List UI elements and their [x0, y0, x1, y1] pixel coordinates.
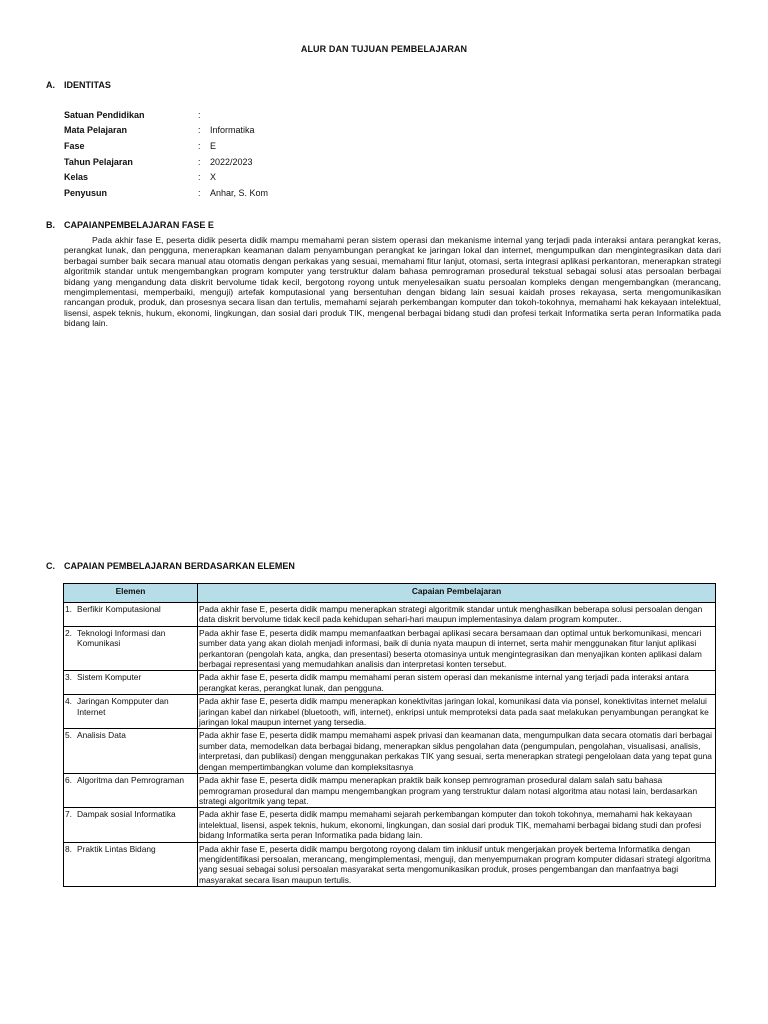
column-header-elemen: Elemen [64, 584, 198, 603]
elemen-name: Teknologi Informasi dan Komunikasi [77, 627, 166, 649]
section-c-title: CAPAIAN PEMBELAJARAN BERDASARKAN ELEMEN [64, 561, 295, 571]
table-row [64, 808, 716, 842]
identity-colon: : [198, 110, 201, 120]
table-row [64, 626, 716, 671]
capaian-cell: Pada akhir fase E, peserta didik mampu memahami sejarah perkembangan komputer dan tokoh tokohnya, memahami hak kekayaan intelektual, lisensi, aspek teknis, hukum, ekonomi, lingkungan, dan sosial dari produk TIK, memahami berbagai bidang studi dan profesi bidang Informatika serta peran Informatika pada bidang lain. [198, 808, 716, 842]
capaian-cell: Pada akhir fase E, peserta didik mampu memahami aspek privasi dan keamanan data, mengumpulkan data secara otomatis dari berbagai sumber data, memodelkan data berbagai bidang, menerapkan siklus pengolahan data (pengumpulan, pengolahan, visualisasi, analisis, interpretasi, dan publikasi) dengan menggunakan perkakas TIK yang sesuai, serta menerapkan strategi pengelolaan data yang tepat guna dengan mempertimbangkan volume dan kompleksitasnya [198, 729, 716, 774]
elemen-cell [64, 808, 198, 842]
elemen-cell [64, 729, 198, 774]
section-c-heading [46, 561, 446, 573]
elemen-cell [64, 671, 198, 695]
column-header-capaian: Capaian Pembelajaran [198, 584, 716, 603]
identity-colon: : [198, 188, 201, 198]
section-a-heading [46, 80, 346, 92]
identity-label: Fase [64, 141, 85, 151]
row-number: 1. [65, 604, 72, 614]
identity-value: 2022/2023 [210, 157, 253, 167]
identity-label: Penyusun [64, 188, 108, 198]
row-number: 7. [65, 809, 72, 820]
elemen-name: Praktik Lintas Bidang [77, 843, 156, 854]
row-number: 5. [65, 730, 72, 741]
table-row [64, 729, 716, 774]
identity-row-fase [64, 141, 464, 153]
table-header-row [64, 584, 716, 603]
elemen-cell [64, 695, 198, 729]
identity-colon: : [198, 141, 201, 151]
document-title: ALUR DAN TUJUAN PEMBELAJARAN [300, 44, 468, 54]
capaian-cell: Pada akhir fase E, peserta didik mampu bergotong royong dalam tim inklusif untuk mengerjakan proyek bertema Informatika dengan mengidentifikasi persoalan, merancang, mengimplementasi, menguji, dan menyempurnakan program komputer didasari strategi algoritma yang sesuai sebagai solusi persoalan masyarakat serta mengomunikasikan produk, proses pengembangan dan manfaatnya bagi masyarakat secara lisan maupun tertulis. [198, 842, 716, 887]
identity-label: Mata Pelajaran [64, 125, 128, 135]
identity-row-mapel [64, 125, 464, 137]
section-c-letter: C. [46, 561, 55, 571]
capaian-cell: Pada akhir fase E, peserta didik mampu menerapkan praktik baik konsep pemrograman prosedural dalam salah satu bahasa pemrograman prosedural dan mampu mengembangkan program yang terstruktur dalam notasi algoritma atau notasi lain, berdasarkan strategi algoritmik yang tepat. [198, 774, 716, 808]
section-a-title: IDENTITAS [64, 80, 111, 90]
identity-row-satuan [64, 110, 464, 122]
row-number: 2. [65, 627, 72, 638]
row-number: 4. [65, 696, 72, 707]
identity-value: E [210, 141, 217, 151]
table-row [64, 671, 716, 695]
elemen-name: Analisis Data [77, 730, 126, 741]
capaian-cell: Pada akhir fase E, peserta didik mampu menerapkan konektivitas jaringan lokal, komunikasi data via ponsel, konektivitas internet melalui jaringan kabel dan nirkabel (bluetooth, wifi, internet), enkripsi untuk memproteksi data pada saat melakukan penyambungan perangkat ke jaringan lokal maupun internet yang tersedia. [198, 695, 716, 729]
section-b-title: CAPAIANPEMBELAJARAN FASE E [64, 220, 214, 230]
identity-label: Kelas [64, 172, 89, 182]
elemen-name: Berfikir Komputasional [77, 604, 161, 614]
elemen-cell [64, 774, 198, 808]
identity-row-penyusun [64, 188, 464, 200]
identity-value: Anhar, S. Kom [210, 188, 269, 198]
elemen-name: Dampak sosial Informatika [77, 809, 176, 820]
elemen-name: Jaringan Kompputer dan Internet [77, 696, 169, 717]
table-row [64, 842, 716, 887]
row-number: 3. [65, 672, 72, 683]
table-row [64, 695, 716, 729]
section-b-letter: B. [46, 220, 55, 230]
row-number: 8. [65, 843, 72, 854]
section-b-paragraph: Pada akhir fase E, peserta didik peserta didik mampu memahami peran sistem operasi dan mekanisme internal yang terjadi pada interaksi antara perangkat keras, perangkat lunak, dan pengguna, menerapkan keamanan dalam penyambungan perangkat ke jaringan lokal dan internet, mengumpulkan dan mengintegrasikan data dari berbagai sumber baik secara manual atau otomatis dengan perkakas yang sesuai, memahami fitur lanjut, otomasi, serta integrasi aplikasi perkantoran, menerapkan strategi algoritmik standar untuk mengembangkan program komputer yang terstruktur dalam bahasa pemrograman prosedural tekstual sebagai solusi atas persoalan berbagai bidang yang mengandung data diskrit bervolume tidak kecil, bergotong royong untuk menyelesaikan suatu persoalan kompleks dengan mengembangkan (merancang, mengimplementasi, memperbaiki, menguji) artefak komputasional yang bersentuhan dengan bidang lain sesuai kaidah proses rekayasa, serta mengomunikasikan rancangan produk, produk, dan prosesnya secara lisan dan tertulis, memahami sejarah perkembangan komputer dan tokoh-tokohnya, memahami hak kekayaan intelektual, lisensi, aspek teknis, hukum, ekonomi, lingkungan, dan sosial dari produk TIK, mengenal berbagai bidang studi dan profesi terkait Informatika serta peran Informatika pada bidang lain. [64, 235, 721, 329]
elemen-cell [64, 603, 198, 627]
identity-colon: : [198, 125, 201, 135]
table-row [64, 603, 716, 627]
capaian-cell: Pada akhir fase E, peserta didik mampu memahami peran sistem operasi dan mekanisme internal yang terjadi pada interaksi antara perangkat keras, perangkat lunak, dan pengguna. [198, 671, 716, 695]
identity-label: Satuan Pendidikan [64, 110, 145, 120]
identity-label: Tahun Pelajaran [64, 157, 133, 167]
capaian-table [63, 583, 716, 887]
table-row [64, 774, 716, 808]
capaian-cell: Pada akhir fase E, peserta didik mampu memanfaatkan berbagai aplikasi secara bersamaan dan optimal untuk berkomunikasi, mencari sumber data yang akan diolah menjadi informasi, baik di dunia nyata maupun di internet, serta mahir menggunakan fitur lanjut aplikasi perkantoran (pengolah kata, angka, dan presentasi) beserta otomasinya untuk mengintegrasikan dan menyajikan konten aplikasi dalam berbagai representasi yang memudahkan analisis dan interpretasi konten tersebut. [198, 626, 716, 671]
capaian-cell: Pada akhir fase E, peserta didik mampu menerapkan strategi algoritmik standar untuk menghasilkan beberapa solusi persoalan dengan data diskrit bervolume tidak kecil pada kehidupan sehari-hari maupun implementasinya dalam program komputer.. [198, 603, 716, 627]
identity-row-tahun [64, 157, 464, 169]
elemen-name: Algoritma dan Pemrograman [77, 775, 185, 786]
identity-value: Informatika [210, 125, 255, 135]
elemen-cell [64, 626, 198, 671]
identity-colon: : [198, 172, 201, 182]
section-b-heading [46, 220, 446, 232]
elemen-name: Sistem Komputer [77, 672, 142, 683]
elemen-cell [64, 842, 198, 887]
section-a-letter: A. [46, 80, 55, 90]
row-number: 6. [65, 775, 72, 786]
identity-row-kelas [64, 172, 464, 184]
identity-value: X [210, 172, 217, 182]
identity-colon: : [198, 157, 201, 167]
